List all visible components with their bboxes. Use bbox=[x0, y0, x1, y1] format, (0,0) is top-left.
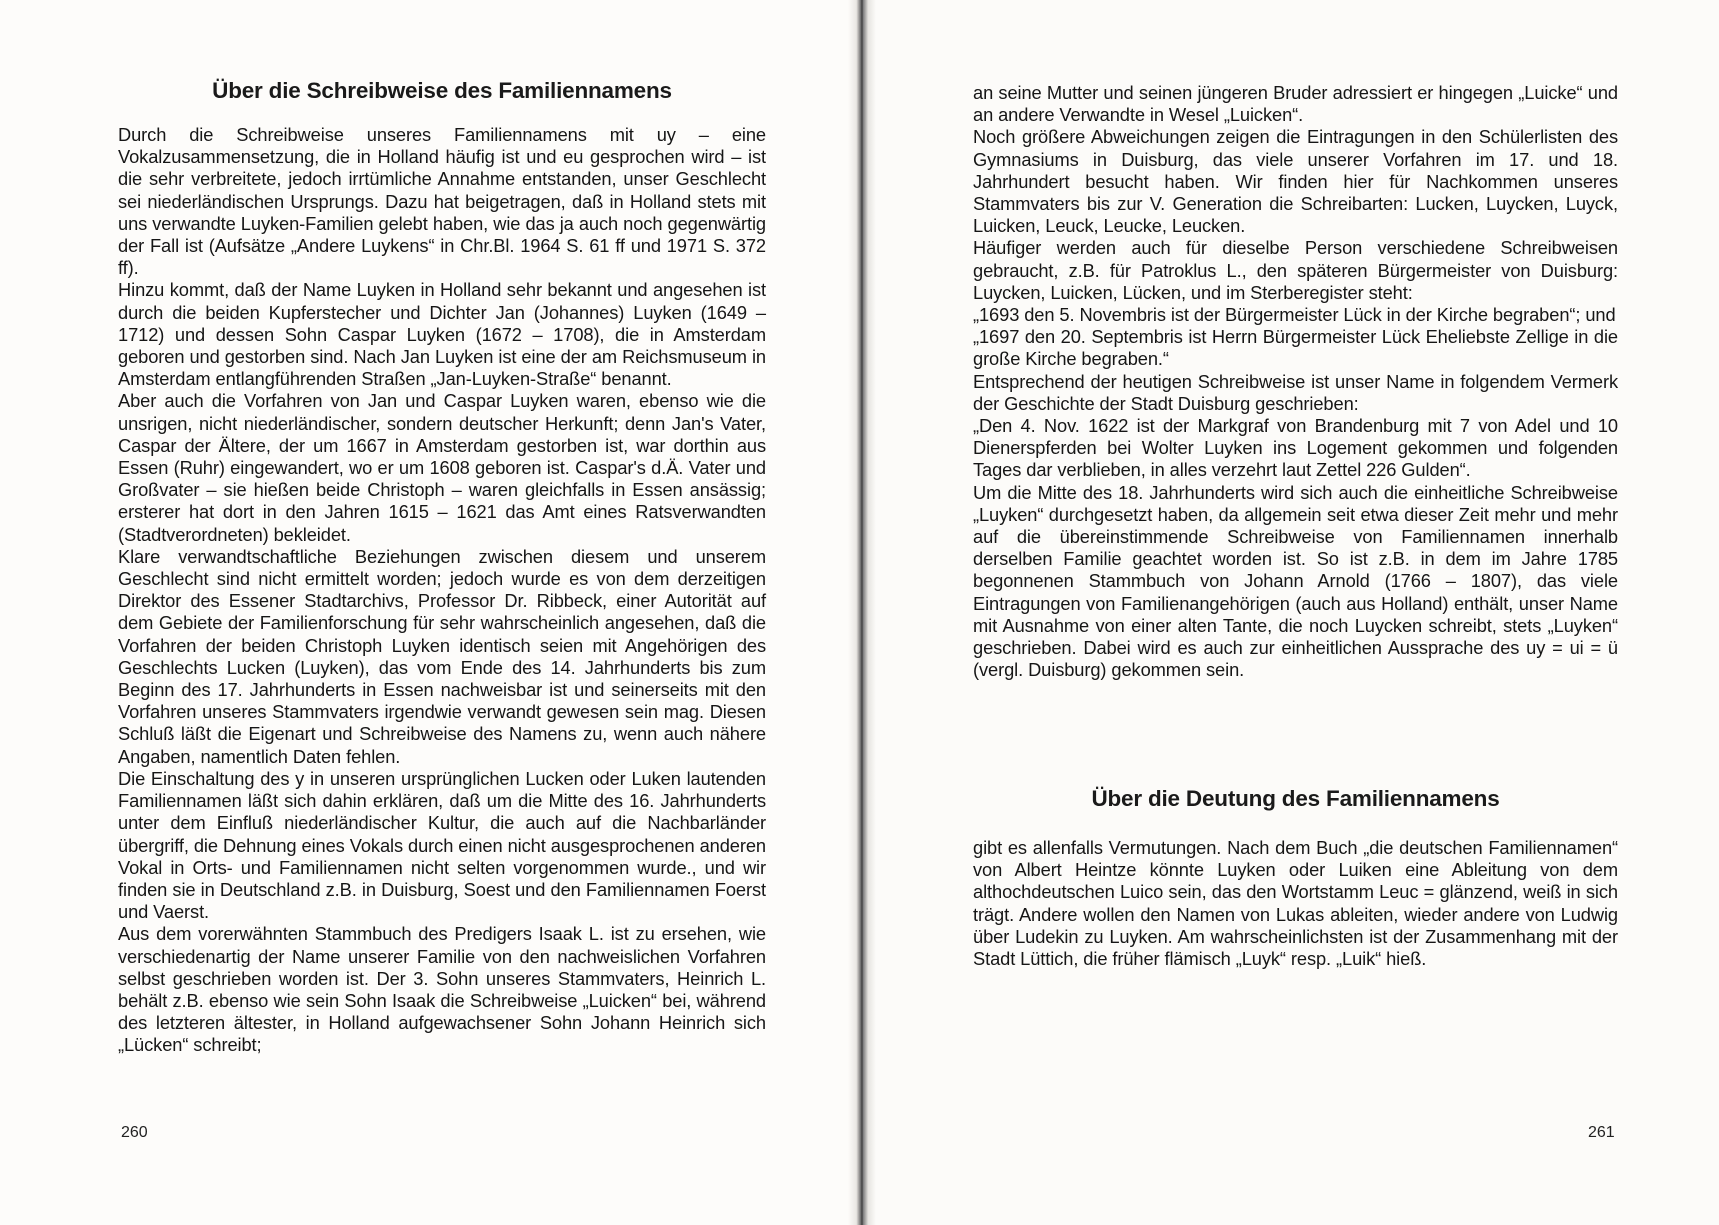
paragraph: Klare verwandtschaftliche Beziehungen zwischen diesem und unserem Geschlecht sind nicht ermittelt worden; jedoch wurde es von dem derzeitigen Direktor des Essener Stadtarchivs, Professor Dr. Ribbeck, einer Autorität auf dem Gebiete der Familienforschung für sehr wahrscheinlich angesehen, daß die Vorfahren der beiden Christoph Luyken identisch seien mit Angehörigen des Geschlechts Lucken (Luyken), das vom Ende des 14. Jahrhunderts bis zum Beginn des 17. Jahrhunderts in Essen nachweisbar ist und seinerseits mit den Vorfahren unseres Stammvaters irgendwie verwandt gewesen sein mag. Diesen Schluß läßt die Eigenart und Schreibweise des Namens zu, wenn auch nähere Angaben, namentlich Daten fehlen. bbox=[118, 545, 766, 767]
paragraph: „1693 den 5. Novembris ist der Bürgermeister Lück in der Kirche begraben“; und bbox=[973, 304, 1616, 326]
paragraph: Aus dem vorerwähnten Stammbuch des Predigers Isaak L. ist zu ersehen, wie verschiedenartig der Name unserer Familie von den nachweislichen Vorfahren selbst geschrieben worden ist. Der 3. Sohn unseres Stammvaters, Heinrich L. behält z.B. ebenso wie sein Sohn Isaak die Schreibweise „Luicken“ bei, während des letzteren ältester, in Holland aufgewachsener Sohn Johann Heinrich sich „Lücken“ schreibt; bbox=[118, 923, 766, 1056]
left-page-heading: Über die Schreibweise des Familiennamens bbox=[212, 78, 672, 103]
right-page-heading: Über die Deutung des Familiennamens bbox=[1091, 786, 1500, 811]
paragraph: Entsprechend der heutigen Schreibweise ist unser Name in folgendem Vermerk der Geschichte der Stadt Duisburg geschrieben: bbox=[973, 370, 1618, 414]
right-page bbox=[860, 0, 1719, 1225]
paragraph: gibt es allenfalls Vermutungen. Nach dem Buch „die deutschen Familiennamen“ von Albert Heintze könnte Luyken oder Luiken eine Ableitung von dem althochdeutschen Luico sein, das den Wortstamm Leuc = glänzend, weiß in sich trägt. Andere wollen den Namen von Lukas ableiten, wieder andere von Ludwig über Ludekin zu Luyken. Am wahrscheinlichsten ist der Zusammenhang mit der Stadt Lüttich, die früher flämisch „Luyk“ resp. „Luik“ hieß. bbox=[973, 837, 1618, 970]
paragraph: Hinzu kommt, daß der Name Luyken in Holland sehr bekannt und angesehen ist durch die beiden Kupferstecher und Dichter Jan (Johannes) Luyken (1649 – 1712) und dessen Sohn Caspar Luyken (1672 – 1708), die in Amsterdam geboren und gestorben sind. Nach Jan Luyken ist eine der am Reichsmuseum in Amsterdam entlangführenden Straßen „Jan-Luyken-Straße“ benannt. bbox=[118, 279, 766, 390]
left-page-body bbox=[118, 124, 766, 1057]
paragraph: Häufiger werden auch für dieselbe Person verschiedene Schreibweisen gebraucht, z.B. für Patroklus L., den späteren Bürgermeister von Duisburg: Luycken, Luicken, Lücken, und im Sterberegister steht: bbox=[973, 237, 1618, 303]
paragraph: „1697 den 20. Septembris ist Herrn Bürgermeister Lück Eheliebste Zellige in die große Kirche begraben.“ bbox=[973, 326, 1618, 370]
paragraph: Durch die Schreibweise unseres Familiennamens mit uy – eine Vokalzusammensetzung, die in Holland häufig ist und eu gesprochen wird – ist die sehr verbreitete, jedoch irrtümliche Annahme entstanden, unser Geschlecht sei niederländischen Ursprungs. Dazu hat beigetragen, daß in Holland stets mit uns verwandte Luyken-Familien gelebt haben, wie das ja auch noch gegenwärtig der Fall ist (Aufsätze „Andere Luykens“ in Chr.Bl. 1964 S. 61 ff und 1971 S. 372 ff). bbox=[118, 124, 766, 279]
paragraph: Aber auch die Vorfahren von Jan und Caspar Luyken waren, ebenso wie die unsrigen, nicht niederländischer, sondern deutscher Herkunft; denn Jan's Vater, Caspar der Ältere, der um 1667 in Amsterdam gestorben ist, war dorthin aus Essen (Ruhr) eingewandert, wo er um 1608 geboren ist. Caspar's d.Ä. Vater und Großvater – sie hießen beide Christoph – waren gleichfalls in Essen ansässig; ersterer hat dort in den Jahren 1615 – 1621 das Amt eines Ratsverwandten (Stadtverordneten) bekleidet. bbox=[118, 390, 766, 545]
right-page-number: 261 bbox=[1588, 1124, 1615, 1141]
paragraph: an seine Mutter und seinen jüngeren Bruder adressiert er hingegen „Luicke“ und an andere Verwandte in Wesel „Luicken“. bbox=[973, 82, 1618, 126]
book-gutter bbox=[848, 0, 876, 1225]
paragraph: Um die Mitte des 18. Jahrhunderts wird sich auch die einheitliche Schreibweise „Luyken“ durchgesetzt haben, da allgemein seit etwa dieser Zeit mehr und mehr auf die übereinstimmende Schreibweise von Familiennamen innerhalb derselben Familie geachtet worden ist. So ist z.B. in dem im Jahre 1785 begonnenen Stammbuch von Johann Arnold (1766 – 1807), das viele Eintragungen von Familienangehörigen (auch aus Holland) enthält, unser Name mit Ausnahme von einer alten Tante, die noch Luycken schreibt, stets „Luyken“ geschrieben. Dabei wird es auch zur einheitlichen Aussprache des uy = ui = ü (vergl. Duisburg) gekommen sein. bbox=[973, 481, 1618, 681]
paragraph: „Den 4. Nov. 1622 ist der Markgraf von Brandenburg mit 7 von Adel und 10 Dienerspferden bei Wolter Luyken ins Logement gekommen und folgenden Tages dar verblieben, in alles verzehrt laut Zettel 226 Gulden“. bbox=[973, 415, 1618, 481]
right-page-body-bottom bbox=[973, 837, 1618, 970]
paragraph: Die Einschaltung des y in unseren ursprünglichen Lucken oder Luken lautenden Familiennamen läßt sich dahin erklären, daß um die Mitte des 16. Jahrhunderts unter dem Einfluß niederländischer Kultur, die auch auf die Nachbarländer übergriff, die Dehnung eines Vokals durch einen nicht ausgesprochenen anderen Vokal in Orts- und Familiennamen nicht selten vorgenommen wurde., und wir finden sie in Deutschland z.B. in Duisburg, Soest und den Familiennamen Foerst und Vaerst. bbox=[118, 767, 766, 923]
paragraph: Noch größere Abweichungen zeigen die Eintragungen in den Schülerlisten des Gymnasiums in Duisburg, das viele unserer Vorfahren im 17. und 18. Jahrhundert besucht haben. Wir finden hier für Nachkommen unseres Stammvaters bis zur V. Generation die Schreibarten: Lucken, Luycken, Luyck, Luicken, Leuck, Leucke, Leucken. bbox=[973, 126, 1618, 237]
right-page-body-top bbox=[973, 82, 1618, 681]
left-page-number: 260 bbox=[121, 1124, 148, 1141]
